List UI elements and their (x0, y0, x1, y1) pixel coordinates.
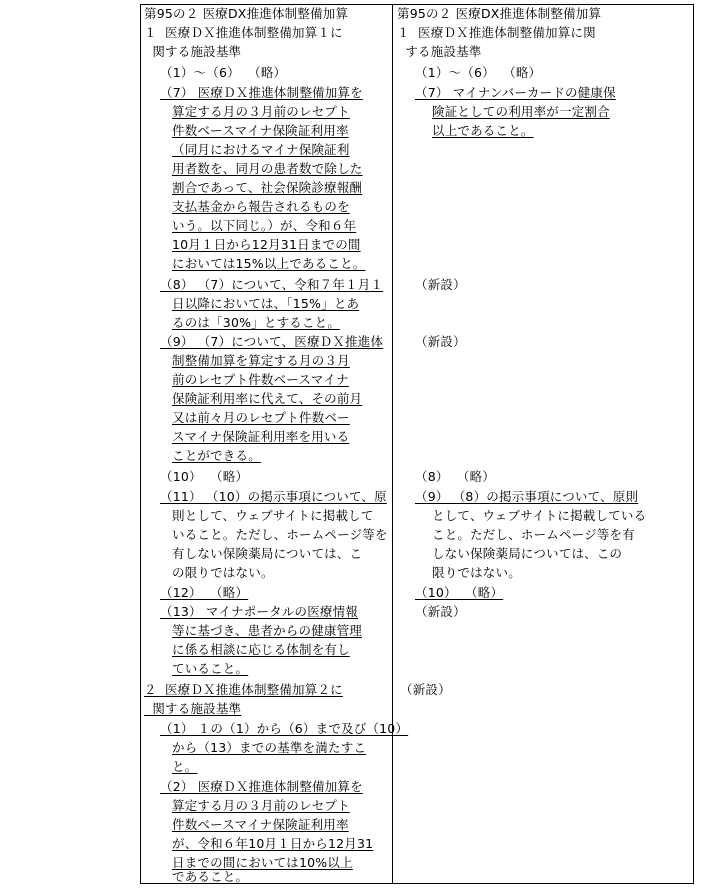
current-item-7-line-3: 件数ベースマイナ保険証利用率 (172, 123, 349, 138)
previous-item-9-line-2: として、ウェブサイトに掲載している (432, 508, 647, 523)
previous-section-2-new: （新設） (400, 682, 451, 697)
previous-item-7-line-2: 険証としての利用率が一定割合 (432, 104, 610, 119)
current-item-11-line-3: いること。ただし、ホームページ等を (172, 527, 388, 542)
previous-item-9-line-3: こと。ただし、ホームページ等を有 (432, 527, 635, 542)
current-item-9-line-1: （9） （7）について、医療ＤＸ推進体 (160, 334, 384, 349)
current-item-11-line-5: の限りではない。 (172, 565, 274, 580)
current-item-8-line-1: （8） （7）について、令和７年１月１ (160, 277, 384, 292)
current-item-7-line-1: （7） 医療ＤＸ推進体制整備加算を (160, 85, 363, 100)
current-item-7-line-8: いう。以下同じ。）が、令和６年 (172, 218, 357, 233)
current-item-11-line-2: 則として、ウェブサイトに掲載して (172, 508, 374, 523)
current-section-2-title-line-2: 関する施設基準 (144, 701, 242, 716)
previous-item-13-new: （新設） (415, 604, 466, 619)
previous-item-1-6: （1）～（6） （略） (415, 65, 542, 80)
current-item-13-line-2: 等に基づき、患者からの健康管理 (172, 623, 363, 638)
current-item-7-line-4: （同月におけるマイナ保険証利 (172, 142, 350, 157)
current-item-11-line-4: 有しない保険薬局については、こ (172, 546, 363, 561)
current-heading: 第95の２ 医療DX推進体制整備加算 (144, 6, 349, 21)
current-item-13-line-1: （13） マイナポータルの医療情報 (160, 604, 359, 619)
current-item-9-line-6: スマイナ保険証利用率を用いる (172, 429, 350, 444)
current-item-8-line-3: るのは「30%」とすること。 (172, 315, 341, 330)
current-item-9-line-7: ことができる。 (172, 448, 261, 463)
current-item-13-line-4: ていること。 (172, 661, 249, 676)
current-s2-item-1-line-3: と。 (172, 759, 198, 774)
current-s2-item-2-line-1: （2） 医療ＤＸ推進体制整備加算を (160, 779, 363, 794)
current-item-7-line-6: 割合であって、社会保険診療報酬 (172, 180, 363, 195)
previous-heading: 第95の２ 医療DX推進体制整備加算 (397, 6, 602, 21)
current-item-8-line-2: 日以降においては、「15%」とあ (172, 296, 360, 311)
previous-item-8-new: （新設） (415, 277, 466, 292)
current-item-7-line-5: 用者数を、同月の患者数で除した (172, 161, 363, 176)
current-item-7-line-7: 支払基金から報告されるものを (172, 199, 350, 214)
current-item-9-line-2: 制整備加算を算定する月の３月 (172, 353, 350, 368)
previous-item-7-line-1: （7） マイナンバーカードの健康保 (415, 85, 616, 100)
previous-item-8: （8） （略） (415, 469, 495, 484)
current-s2-item-2-line-3: 件数ベースマイナ保険証利用率 (172, 817, 349, 832)
current-s2-item-2-line-6: であること。 (172, 869, 249, 884)
current-section-1-title-line-1: １ 医療ＤＸ推進体制整備加算１に (144, 25, 343, 40)
current-item-9-line-5: 又は前々月のレセプト件数ベー (172, 410, 350, 425)
previous-item-9-line-1: （9） （8）の掲示事項について、原則 (415, 489, 639, 504)
previous-item-10: （10） （略） (415, 585, 504, 600)
column-divider (392, 4, 393, 884)
previous-item-9-new: （新設） (415, 334, 466, 349)
current-section-2-title-line-1: ２ 医療ＤＸ推進体制整備加算２に (144, 682, 343, 697)
current-item-9-line-4: 保険証利用率に代えて、その前月 (172, 391, 363, 406)
current-item-1-6: （1）～（6） （略） (160, 65, 287, 80)
current-item-11-line-1: （11） （10）の掲示事項について、原 (160, 489, 387, 504)
current-item-7-line-10: においては15%以上であること。 (172, 256, 366, 271)
current-s2-item-1-line-1: （1） １の（1）から（6）まで及び（10） (160, 721, 409, 736)
current-item-13-line-3: に係る相談に応じる体制を有し (172, 642, 350, 657)
current-item-7-line-9: 10月１日から12月31日までの間 (172, 237, 361, 252)
current-item-10: （10） （略） (160, 469, 249, 484)
current-item-7-line-2: 算定する月の３月前のレセプト (172, 104, 350, 119)
current-item-12: （12） （略） (160, 585, 249, 600)
previous-item-9-line-5: 限りではない。 (432, 565, 521, 580)
previous-item-9-line-4: しない保険薬局については、この (432, 546, 623, 561)
current-section-1-title-line-2: 関する施設基準 (144, 44, 242, 59)
previous-section-1-title-line-2: する施設基準 (397, 44, 482, 59)
current-s2-item-2-line-4: が、令和６年10月１日から12月31 (172, 836, 374, 851)
current-s2-item-2-line-2: 算定する月の３月前のレセプト (172, 798, 350, 813)
current-s2-item-2-line-5: 日までの間においては10%以上 (172, 855, 353, 870)
previous-item-7-line-3: 以上であること。 (432, 123, 534, 138)
current-s2-item-1-line-2: から（13）までの基準を満たすこ (172, 740, 367, 755)
current-item-9-line-3: 前のレセプト件数ベースマイナ (172, 372, 349, 387)
previous-section-1-title-line-1: １ 医療ＤＸ推進体制整備加算に関 (397, 25, 596, 40)
